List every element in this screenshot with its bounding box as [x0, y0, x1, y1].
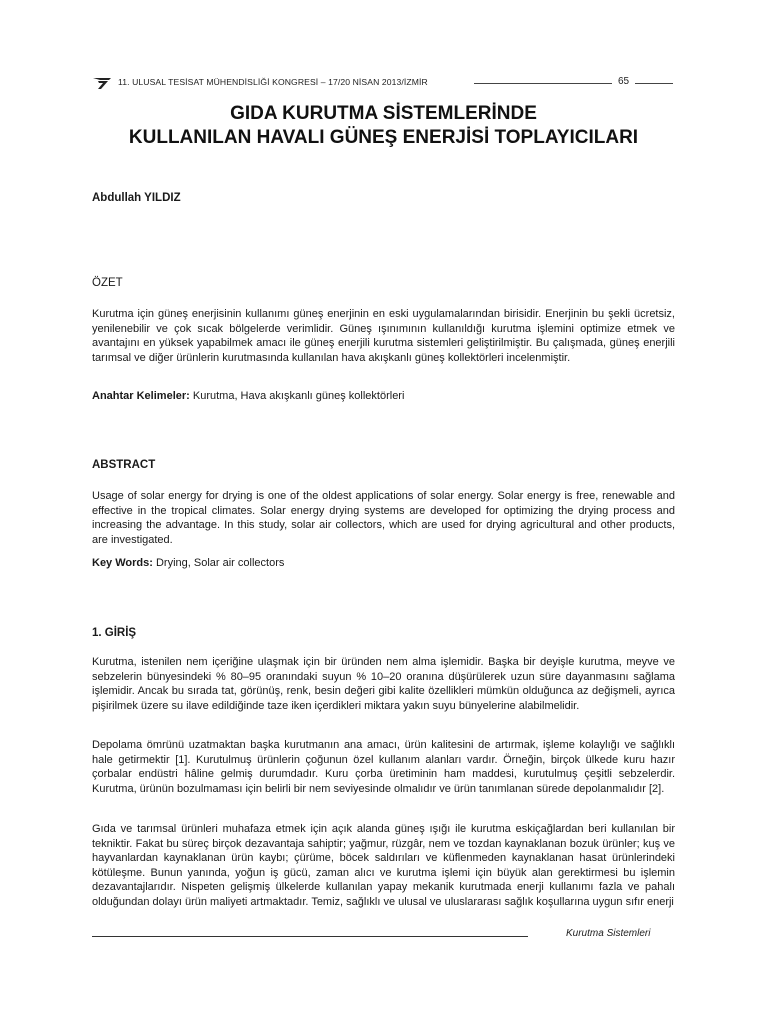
title-line-1: GIDA KURUTMA SİSTEMLERİNDE [230, 103, 537, 124]
ozet-body: Kurutma için güneş enerjisinin kullanımı güneş enerjinin en eski uygulamalarından birisidir. Enerjinin bu şekli ücretsiz, yenilenebilir ve çok sıcak bölgelerde verimlidir. Güneş ışınımının kullanıldığı kurutma işlemini optimize etmek ve avantajını en yüksek yapabilmek amacı ile güneş enerjili kurutma sistemleri geliştirilmiştir. Bu çalışmada, güneş enerjili tarımsal ve diğer ürünlerin kurutmasında kullanılan hava akışkanlı güneş kollektörleri incelenmiştir. [92, 308, 675, 364]
ozet-keywords-value: Kurutma, Hava akışkanlı güneş kollektörleri [192, 390, 405, 402]
abstract-heading: ABSTRACT [92, 459, 156, 471]
abstract-keywords-value: Drying, Solar air collectors [155, 557, 285, 569]
ozet-keywords [92, 390, 404, 402]
page-number: 65 [618, 76, 630, 87]
ozet-heading: ÖZET [92, 277, 123, 289]
page-header [92, 76, 675, 92]
title-line-2: KULLANILAN HAVALI GÜNEŞ ENERJİSİ TOPLAYICILARI [128, 127, 639, 148]
abstract-keywords-label: Key Words: [92, 557, 153, 569]
header-rule-right [635, 83, 673, 84]
conference-title: 11. ULUSAL TESİSAT MÜHENDİSLİĞİ KONGRESİ – 17/20 NİSAN 2013/İZMİR [118, 77, 428, 87]
giris-paragraph-1: Kurutma, istenilen nem içeriğine ulaşmak için bir üründen nem alma işlemidir. Başka bir deyişle kurutma, meyve ve sebzelerin bünyesindeki % 80–95 oranındaki suyun % 10–20 oranına düşürülerek uzun süre dayanmasını sağlama işlemidir. Ancak bu sırada tat, görünüş, renk, besin değeri gibi kalite özellikleri mümkün olduğunca az değişmeli, ayrıca pişirilmek üzere su ilave edildiğinde taze iken içerdikleri miktara yakın suyu bünyelerine alabilmelidir. [92, 656, 675, 712]
footer-section-label: Kurutma Sistemleri [566, 928, 651, 939]
author-name: Abdullah YILDIZ [92, 192, 181, 204]
footer-rule [92, 936, 528, 937]
giris-heading: 1. GİRİŞ [92, 627, 137, 639]
header-rule [474, 83, 612, 84]
giris-paragraph-2: Depolama ömrünü uzatmaktan başka kurutmanın ana amacı, ürün kalitesini de artırmak, işleme kolaylığı ve sağlıklı hale getirmektir [1]. Kurutulmuş ürünlerin çoğunun özel kullanım alanları vardır. Örneğin, birçok ülkede kuru hazır çorbalar endüstri hâline gelmiş durumdadır. Kuru çorba üretiminin ham maddesi, kurutulmuş çeşitli sebzelerdir. Kurutma, ürünün bozulmaması için belirli bir nem seviyesinde olmalıdır ve ürün tanımlanan sürede depolanmalıdır [2]. [92, 739, 675, 795]
giris-paragraph-3: Gıda ve tarımsal ürünleri muhafaza etmek için açık alanda güneş ışığı ile kurutma eskiçağlardan beri kullanılan bir tekniktir. Fakat bu süreç birçok dezavantaja sahiptir; yağmur, rüzgâr, nem ve tozdan kaynaklanan bozuk ürünler; kuş ve hayvanlardan kaynaklanan ürün kaybı; çürüme, böcek saldırıları ve küflenmeden kaynaklanan hasat ürünlerindeki kötüleşme. Bunun yanında, yoğun iş gücü, zaman alıcı ve kurutma işlemi için büyük alan gerektirmesi bu işlemin dezavantajlarıdır. Nispeten gelişmiş ülkelerde kullanılan yapay mekanik kurutmada enerji kullanımı fazla ve pahalı olduğundan dolayı ürün maliyeti artmaktadır. Temiz, sağlıklı ve ulusal ve uluslararası sağlık koşullarına uygun sıfır enerji [92, 823, 675, 908]
abstract-keywords [92, 557, 284, 569]
ozet-keywords-label: Anahtar Kelimeler: [92, 390, 190, 402]
abstract-body: Usage of solar energy for drying is one of the oldest applications of solar energy. Solar energy is free, renewable and effective in the tropical climates. Solar energy drying systems are developed for optimizing the drying process and increasing the advantage. In this study, solar air collectors, which are used for drying agricultural and other products, are investigated. [92, 490, 675, 546]
paper-title [92, 102, 675, 150]
conference-logo-icon [92, 76, 112, 90]
